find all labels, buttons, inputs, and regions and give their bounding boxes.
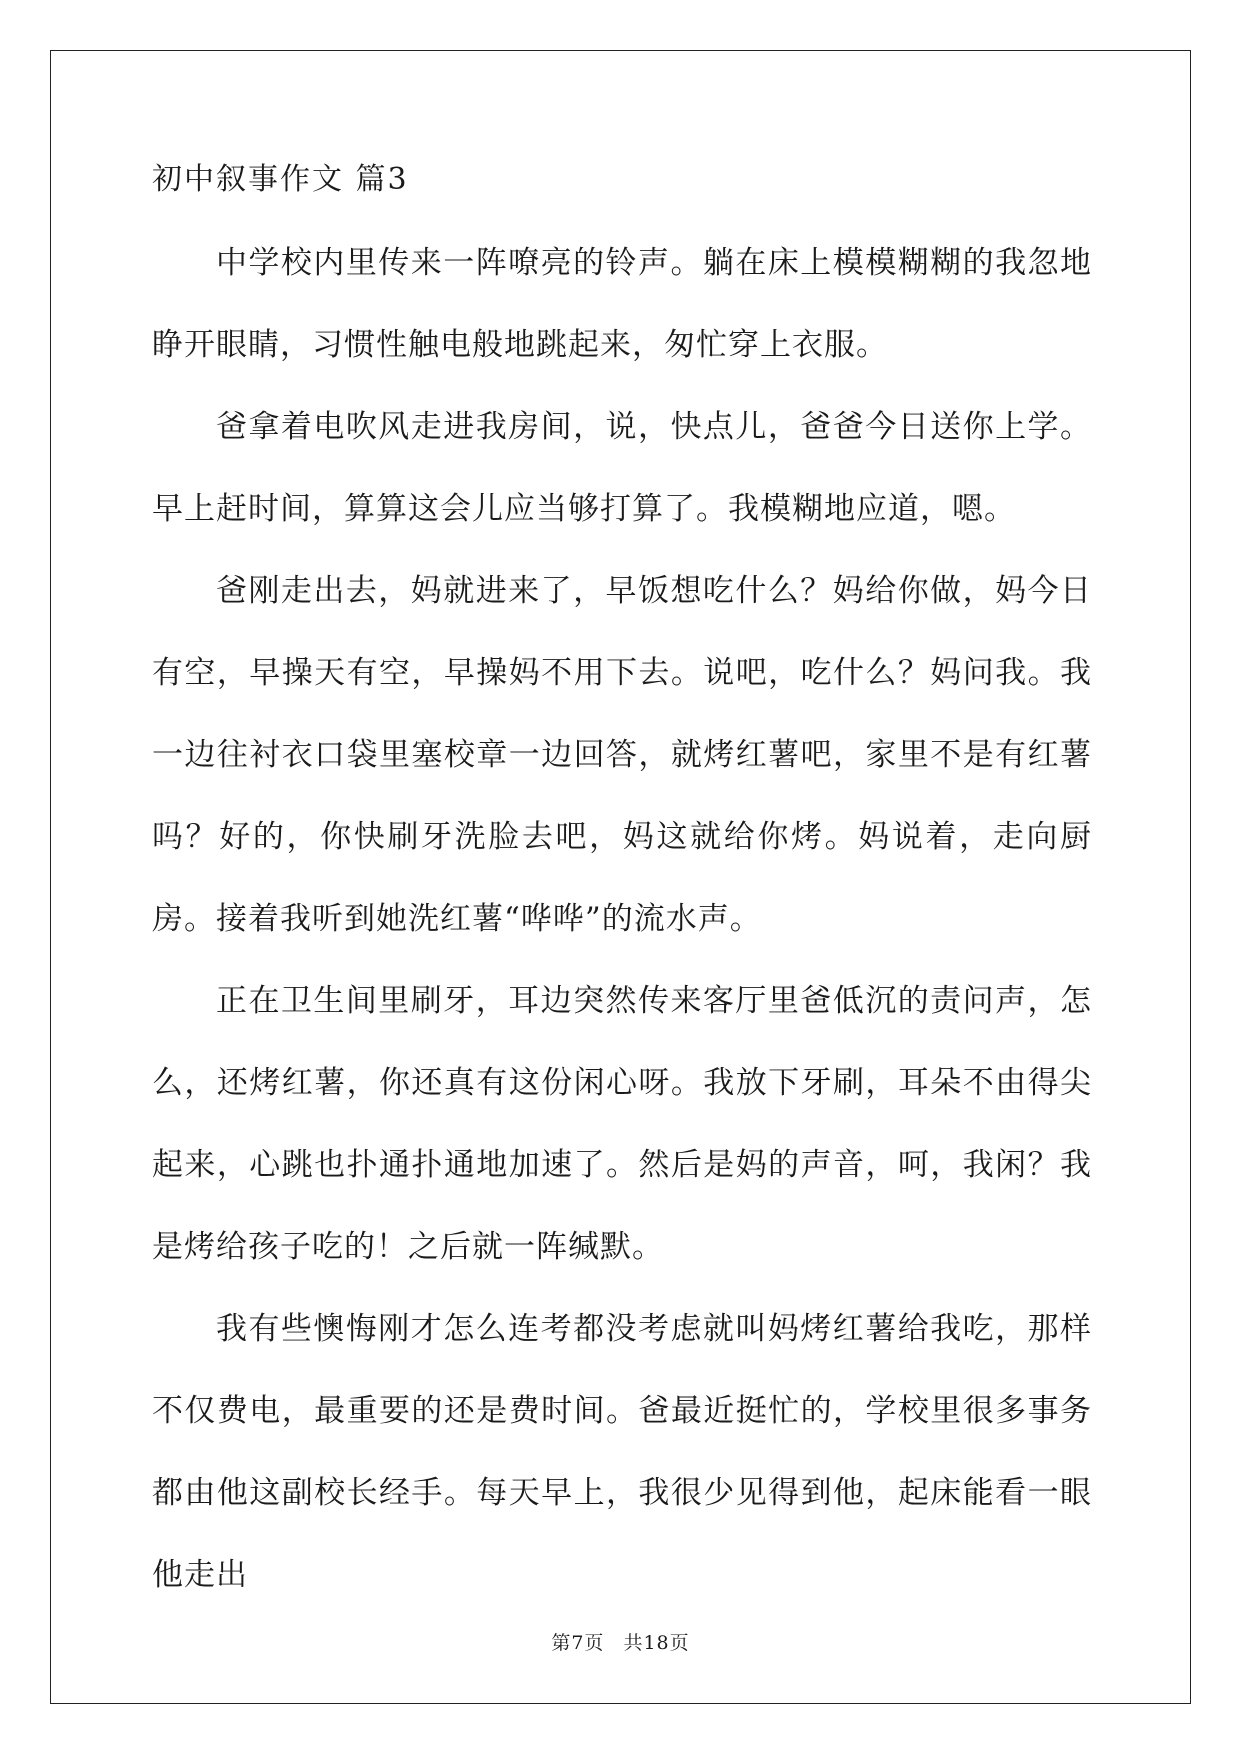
paragraph: 正在卫生间里刷牙，耳边突然传来客厅里爸低沉的责问声，怎么，还烤红薯，你还真有这份闲心呀。我放下牙刷，耳朵不由得尖起来，心跳也扑通扑通地加速了。然后是妈的声音，呵，我闲？我是烤给孩子吃的！之后就一阵缄默。 [152,983,1092,1265]
paragraph: 我有些懊悔刚才怎么连考都没考虑就叫妈烤红薯给我吃，那样不仅费电，最重要的还是费时间。爸最近挺忙的，学校里很多事务都由他这副校长经手。每天早上，我很少见得到他，起床能看一眼他走出 [152,1311,1092,1593]
paragraph: 爸拿着电吹风走进我房间，说，快点儿，爸爸今日送你上学。早上赶时间，算算这会儿应当够打算了。我模糊地应道，嗯。 [152,409,1092,527]
page-total: 共18页 [623,1632,690,1654]
page-footer [0,1628,1241,1655]
document-body [152,160,1092,1616]
page-number: 第7页 [551,1632,605,1654]
paragraph: 爸刚走出去，妈就进来了，早饭想吃什么？妈给你做，妈今日有空，早操天有空，早操妈不用下去。说吧，吃什么？妈问我。我一边往衬衣口袋里塞校章一边回答，就烤红薯吧，家里不是有红薯吗？好的，你快刷牙洗脸去吧，妈这就给你烤。妈说着，走向厨房。接着我听到她洗红薯“哗哗”的流水声。 [152,573,1092,937]
essay-heading: 初中叙事作文 篇3 [152,162,409,197]
paragraph: 中学校内里传来一阵嘹亮的铃声。躺在床上模模糊糊的我忽地睁开眼睛，习惯性触电般地跳起来，匆忙穿上衣服。 [152,245,1092,363]
